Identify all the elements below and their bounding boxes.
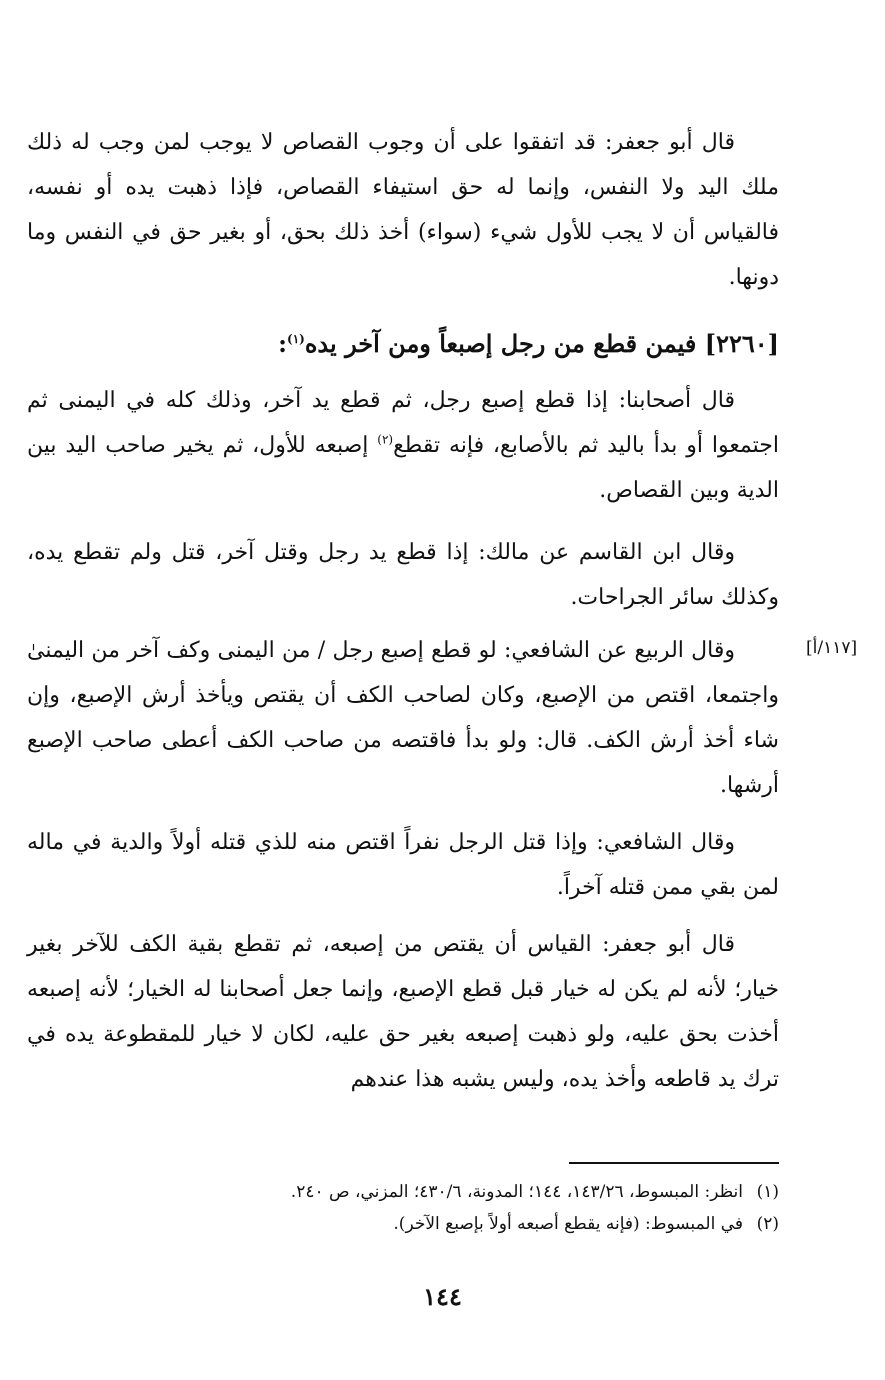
paragraph-al-shafii [27,820,779,910]
heading-colon: : [278,329,288,358]
section-title: فيمن قطع من رجل إصبعاً ومن آخر يده [304,329,697,358]
paragraph-abu-jafar-2 [27,922,779,1102]
page-number: ١٤٤ [423,1282,462,1311]
paragraph-text: وقال الربيع عن الشافعي: لو قطع إصبع رجل / من اليمنى وكف آخر من اليمنىٰ واجتمعا، اقتص من الإصبع، وكان لصاحب الكف أن يقتص ويأخذ أرش الإصبع، وإن شاء أخذ أرش الكف. قال: ولو بدأ فاقتصه من صاحب الكف أعطى صاحب الإصبع أرشها. [27,638,779,798]
footnote-divider [569,1162,779,1164]
footnote-number: (١) [756,1182,779,1202]
margin-manuscript-reference: [١١٧/أ] [806,638,858,658]
paragraph-ibn-al-qasim [27,530,779,620]
footnote-number: (٢) [756,1214,779,1234]
paragraph-text-part-a: قال أصحابنا: إذا قطع إصبع رجل، ثم قطع يد آخر، وذلك كله في اليمنى ثم اجتمعوا أو بدأ باليد ثم بالأصابع، فإنه تقطع [27,388,780,458]
footnote-marker-2[interactable]: (٢) [377,432,394,447]
section-number: [٢٢٦٠] [704,329,779,358]
paragraph-text: وقال ابن القاسم عن مالك: إذا قطع يد رجل وقتل آخر، قتل ولم تقطع يده، وكذلك سائر الجراحات. [27,540,779,610]
footnote-text: انظر: المبسوط، ١٤٣/٢٦، ١٤٤؛ المدونة، ٤٣٠/٦؛ المزني، ص ٢٤٠. [290,1182,743,1202]
footnote-2 [27,1208,779,1240]
paragraph-ashabuna [27,378,779,513]
paragraph-abu-jafar-1 [27,120,779,300]
section-heading [27,322,779,366]
footnotes [27,1176,779,1240]
paragraph-text: وقال الشافعي: وإذا قتل الرجل نفراً اقتص منه للذي قتله أولاً والدية في ماله لمن بقي ممن قتله آخراً. [27,830,779,900]
footnote-text: في المبسوط: (فإنه يقطع أصبعه أولاً بإصبع الآخر). [393,1214,743,1234]
footnote-marker-1[interactable]: (١) [287,332,305,346]
footnote-1 [27,1176,779,1208]
paragraph-al-rabi [27,628,779,808]
paragraph-text: قال أبو جعفر: القياس أن يقتص من إصبعه، ثم تقطع بقية الكف للآخر بغير خيار؛ لأنه لم يكن له خيار قبل قطع الإصبع، وإنما جعل أصحابنا له الخيار؛ لأنه إصبعه أخذت بحق عليه، ولو ذهبت إصبعه بغير حق عليه، لكان لا خيار للمقطوعة يده في ترك يد قاطعه وأخذ يده، وليس يشبه هذا عندهم [27,932,779,1092]
paragraph-text: قال أبو جعفر: قد اتفقوا على أن وجوب القصاص لا يوجب لمن وجب له ذلك ملك اليد ولا النفس، وإنما له حق استيفاء القصاص، فإذا ذهبت يده أو نفسه، فالقياس أن لا يجب للأول شيء (سواء) أخذ ذلك بحق، أو بغير حق في النفس وما دونها. [27,130,779,290]
paragraph-text-part-b: إصبعه للأول، ثم يخير صاحب اليد بين الدية وبين القصاص. [27,433,779,503]
